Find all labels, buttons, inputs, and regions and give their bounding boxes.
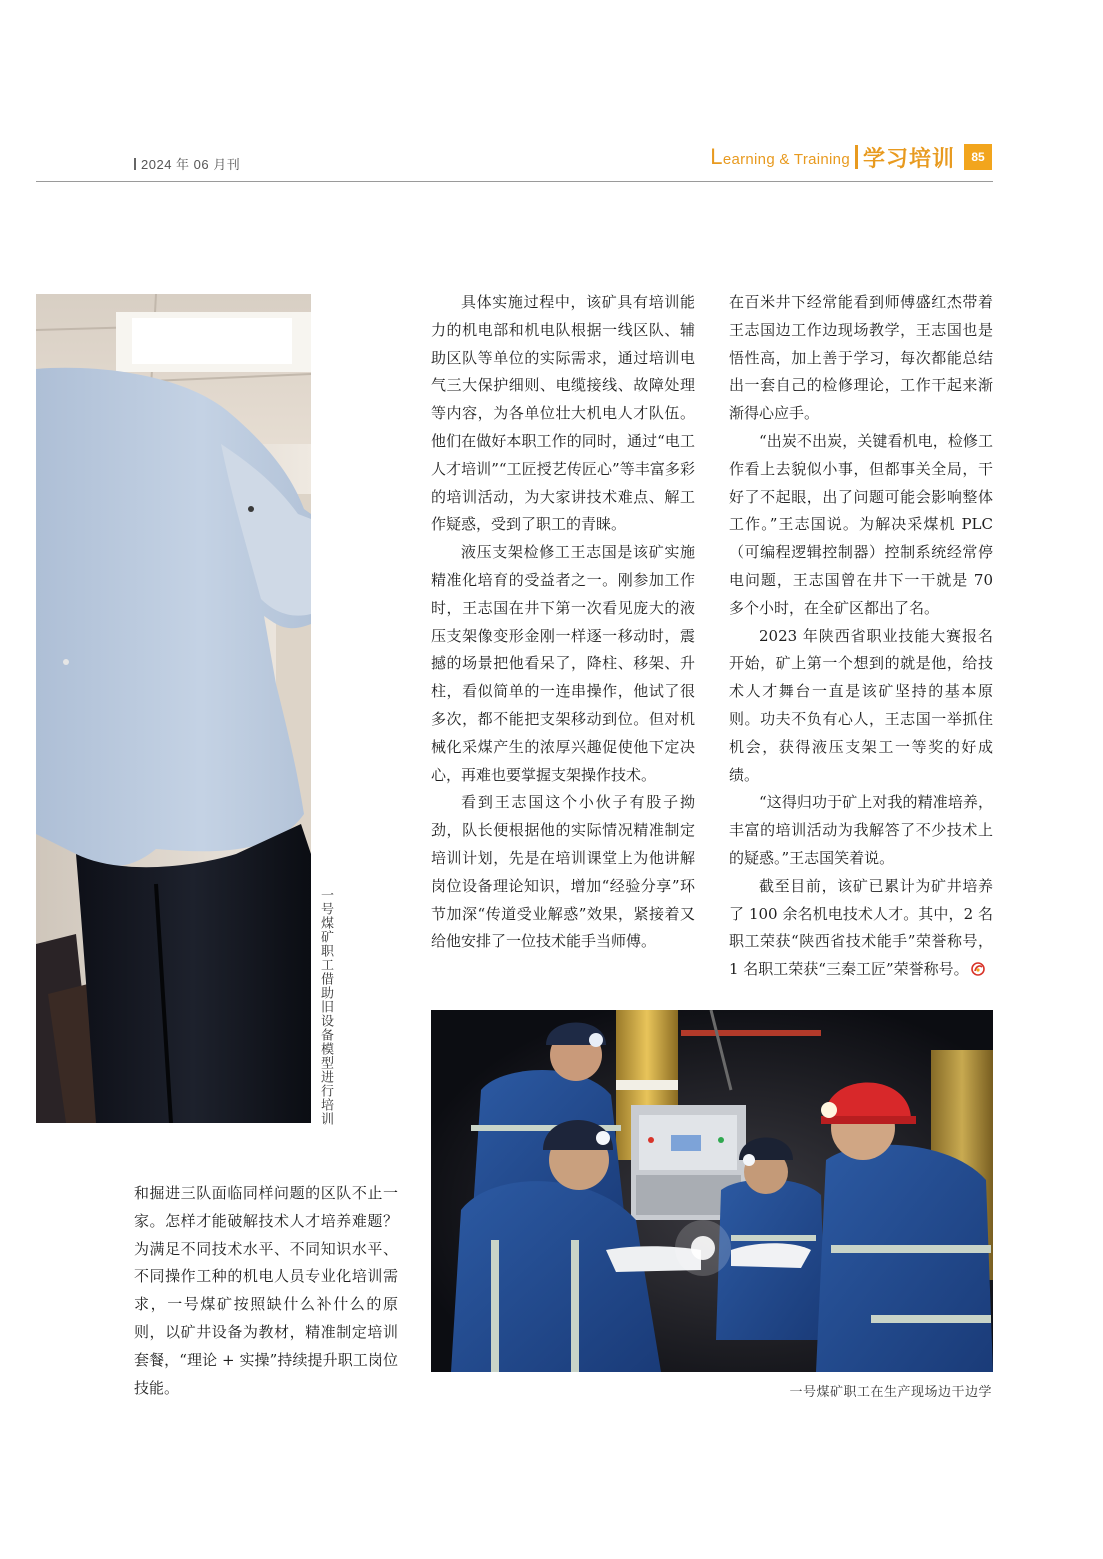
paragraph: “这得归功于矿上对我的精准培养，丰富的培训活动为我解答了不少技术上的疑惑。”王志国笑着说。	[729, 793, 993, 867]
section-title-en-initial: L	[710, 144, 723, 169]
page-number-badge: 85	[964, 144, 992, 170]
paragraph: 2023 年陕西省职业技能大赛报名开始，矿上第一个想到的就是他，给技术人才舞台一直是该矿坚持的基本原则。功夫不负有心人，王志国一举抓住机会，获得液压支架工一等奖的好成绩。	[729, 626, 993, 784]
text-column-1	[431, 289, 695, 956]
photo-miners-at-work-image	[431, 1010, 993, 1372]
end-of-article-icon	[971, 962, 985, 976]
photo-training-model-image	[36, 294, 311, 1123]
text-column-3	[134, 1180, 398, 1402]
issue-label	[134, 154, 240, 173]
issue-text: 2024 年 06 月刊	[141, 157, 241, 172]
section-title-en-rest: earning & Training	[722, 151, 850, 168]
issue-bar	[134, 158, 136, 170]
photo-training-model	[36, 294, 311, 1123]
section-divider	[855, 145, 858, 169]
paragraph: 液压支架检修工王志国是该矿实施精准化培育的受益者之一。刚参加工作时，王志国在井下第一次看见庞大的液压支架像变形金刚一样逐一移动时，震撼的场景把他看呆了，降柱、移架、升柱，看似简单的一连串操作，他试了很多次，都不能把支架移动到位。但对机械化采煤产生的浓厚兴趣促使他下定决心，再难也要掌握支架操作技术。	[431, 543, 695, 784]
section-title-zh: 学习培训	[862, 145, 955, 171]
paragraph: 具体实施过程中，该矿具有培训能力的机电部和机电队根据一线区队、辅助区队等单位的实际需求，通过培训电气三大保护细则、电缆接线、故障处理等内容，为各单位壮大机电人才队伍。他们在做好本职工作的同时，通过“电工人才培训”“工匠授艺传匠心”等丰富多彩的培训活动，为大家讲技术难点、解工作疑惑，受到了职工的青睐。	[431, 293, 695, 534]
paragraph: 看到王志国这个小伙子有股子拗劲，队长便根据他的实际情况精准制定培训计划，先是在培训课堂上为他讲解岗位设备理论知识，增加“经验分享”环节加深“传道受业解惑”效果，紧接着又给他安排了一位技术能手当师傅。	[431, 793, 695, 951]
section-header	[710, 142, 992, 172]
paragraph-last-text: 截至目前，该矿已累计为矿井培养了 100 余名机电技术人才。其中，2 名职工荣获“陕西省技术能手”荣誉称号，1 名职工荣获“三秦工匠”荣誉称号。	[729, 876, 993, 979]
caption-bottom-photo: 一号煤矿职工在生产现场边干边学	[789, 1384, 992, 1399]
paragraph-continued: 和掘进三队面临同样问题的区队不止一家。怎样才能破解技术人才培养难题？为满足不同技术水平、不同知识水平、不同操作工种的机电人员专业化培训需求，一号煤矿按照缺什么补什么的原则，以矿井设备为教材，精准制定培训套餐，“理论 + 实操”持续提升职工岗位技能。	[134, 1184, 398, 1397]
photo-miners-at-work	[431, 1010, 993, 1372]
text-column-2	[729, 289, 993, 984]
paragraph: “出炭不出炭，关键看机电，检修工作看上去貌似小事，但都事关全局，干好了不起眼，出了问题可能会影响整体工作。”王志国说。为解决采煤机 PLC（可编程逻辑控制器）控制系统经常停电问题，王志国曾在井下一干就是 70 多个小时，在全矿区都出了名。	[729, 431, 993, 617]
paragraph-continued: 在百米井下经常能看到师傅盛红杰带着王志国边工作边现场教学，王志国也是悟性高，加上善于学习，每次都能总结出一套自己的检修理论，工作干起来渐渐得心应手。	[729, 293, 993, 423]
section-title-en	[710, 144, 850, 170]
header-rule	[36, 181, 993, 182]
paragraph-last	[729, 873, 993, 984]
caption-left-photo: 一号煤矿职工借助旧设备模型进行培训	[319, 888, 334, 1126]
